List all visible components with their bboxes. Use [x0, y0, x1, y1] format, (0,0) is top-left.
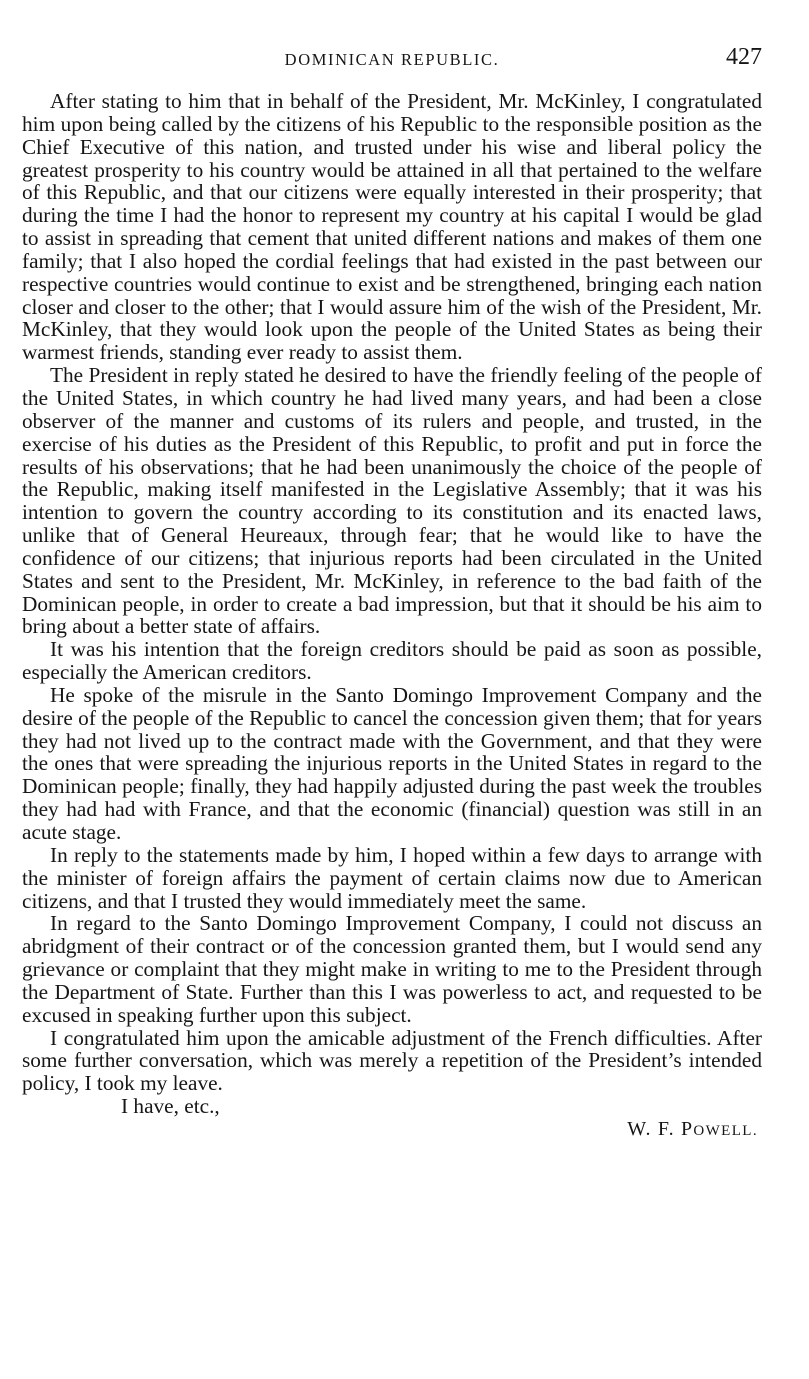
page-header — [22, 44, 762, 74]
paragraph: In reply to the statements made by him, I hoped within a few days to arrange with the minister of foreign affairs the payment of certain claims now due to American citizens, and that I trusted they would immediately meet the same. — [22, 842, 762, 913]
paragraph: The President in reply stated he desired to have the friendly feeling of the people of the United States, in which country he had lived many years, and had been a close observer of the manner and customs of its rulers and people, and trusted, in the exercise of his duties as the President of this Republic, to profit and put in force the results of his observations; that he had been unanimously the choice of the people of the Republic, making itself manifested in the Legislative Assembly; that it was his intention to govern the country according to its constitution and its enacted laws, unlike that of General Heureaux, through fear; that he would like to have the confidence of our citizens; that injurious reports had been circulated in the United States and sent to the President, Mr. McKinley, in reference to the bad faith of the Dominican people, in order to create a bad impression, but that it should be his aim to bring about a better state of affairs. — [22, 363, 762, 639]
paragraph: It was his intention that the foreign creditors should be paid as soon as possible, especially the American creditors. — [22, 637, 762, 685]
signature-initials: W. F. P — [627, 1117, 694, 1140]
paragraph: In regard to the Santo Domingo Improvement Company, I could not discuss an abridgment of their contract or of the concession granted them, but I would send any grievance or complaint that they might make in writing to me to the President through the Department of State. Further than this I was powerless to act, and requested to be excused in speaking further upon this subject. — [22, 911, 762, 1027]
paragraph: After stating to him that in behalf of the President, Mr. McKinley, I congratulated him upon being called by the citizens of his Republic to the responsible position as the Chief Executive of this nation, and trusted under his wise and liberal policy the greatest prosperity to his country would be attained in all that pertained to the welfare of this Republic, and that our citizens were equally interested in their prosperity; that during the time I had the honor to represent my country at his capital I would be glad to assist in spreading that cement that united different nations and makes of them one family; that I also hoped the cordial feelings that had existed in the past between our respective countries would continue to exist and be strengthened, bringing each nation closer and closer to the other; that I would assure him of the wish of the President, Mr. McKinley, that they would look upon the people of the United States as being their warmest friends, standing ever ready to assist them. — [22, 89, 762, 365]
closing-line: I have, etc., — [121, 1094, 220, 1119]
running-head: DOMINICAN REPUBLIC. — [284, 50, 500, 69]
signature-surname: OWELL. — [693, 1122, 758, 1139]
paragraph: He spoke of the misrule in the Santo Domingo Improvement Company and the desire of the people of the Republic to cancel the concession given them; that for years they had not lived up to the contract made with the Government, and that they were the ones that were spreading the injurious reports in the United States in regard to the Dominican people; finally, they had happily adjusted during the past week the troubles they had had with France, and that the economic (financial) question was still in an acute stage. — [22, 682, 762, 844]
signature — [22, 1118, 762, 1143]
letter-body — [22, 90, 762, 1143]
paragraph: I congratulated him upon the amicable adjustment of the French difficulties. After some further conversation, which was merely a repetition of the President’s intended policy, I took my leave. — [22, 1025, 762, 1096]
page-number: 427 — [726, 44, 762, 70]
